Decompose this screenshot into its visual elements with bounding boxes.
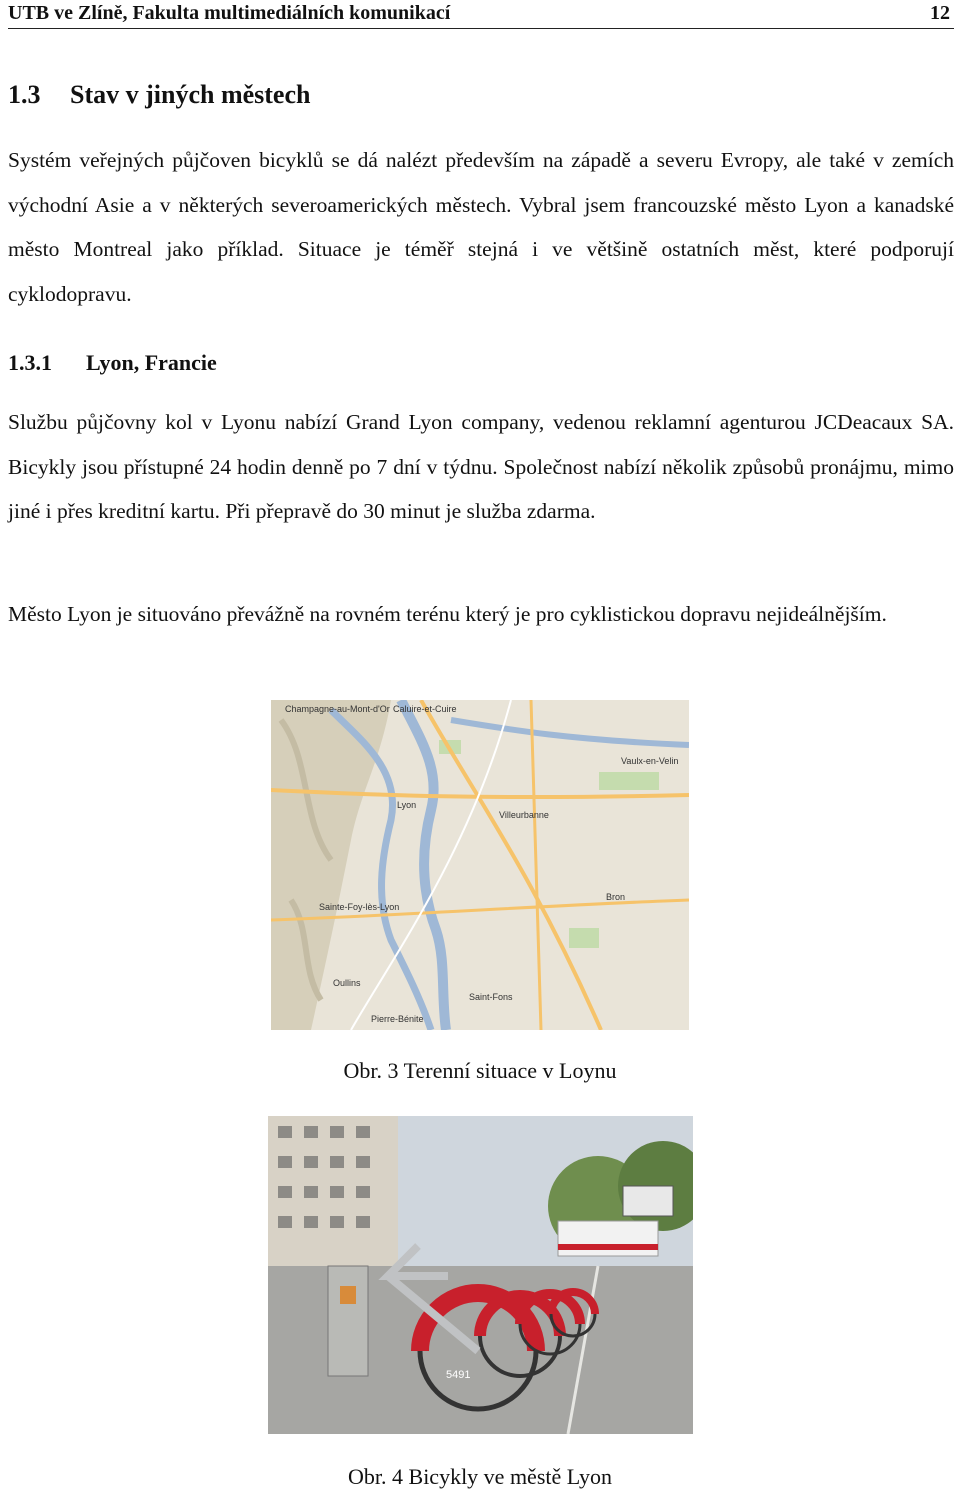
map-label-caluire: Caluire-et-Cuire: [393, 704, 457, 714]
map-label-saint-fons: Saint-Fons: [469, 992, 513, 1002]
map-label-vaulx: Vaulx-en-Velin: [621, 756, 679, 766]
section-number: 1.3: [8, 80, 41, 109]
header-title: UTB ve Zlíně, Fakulta multimediálních komunikací: [8, 2, 451, 24]
map-label-villeurbanne: Villeurbanne: [499, 810, 549, 820]
map-label-pierre-benite: Pierre-Bénite: [371, 1014, 424, 1024]
lyon-map-image: [271, 700, 689, 1030]
map-label-sainte-foy: Sainte-Foy-lès-Lyon: [319, 902, 400, 912]
subsection-heading: [8, 350, 217, 376]
running-header: [8, 0, 954, 29]
map-label-lyon: Lyon: [397, 800, 417, 810]
section-paragraph: Systém veřejných půjčoven bicyklů se dá nalézt především na západě a severu Evropy, ale také v zemích východní Asie a v některých severoamerických městech. Vybral jsem francouzské město Lyon a kanadské město Montreal jako příklad. Situace je téměř stejná i ve většině ostatních měst, které podporují cyklodopravu.: [8, 148, 954, 306]
figure-3-caption: Obr. 3 Terenní situace v Loynu: [343, 1058, 617, 1083]
map-label-bron: Bron: [606, 892, 626, 902]
page-number: 12: [930, 2, 950, 24]
subsection-title: Lyon, Francie: [86, 350, 217, 375]
map-label-oullins: Oullins: [333, 978, 361, 988]
map-label-champagne: Champagne-au-Mont-d'Or: [285, 704, 390, 714]
lyon-bikes-photo-figure: [268, 1116, 693, 1434]
lyon-map-figure: [271, 700, 689, 1030]
subsection-paragraph-1: Službu půjčovny kol v Lyonu nabízí Grand Lyon company, vedenou reklamní agenturou JCDeacaux SA. Bicykly jsou přístupné 24 hodin denně po 7 dní v týdnu. Společnost nabízí několik způsobů pronájmu, mimo jiné i přes kreditní kartu. Při přepravě do 30 minut je služba zdarma.: [8, 410, 954, 523]
subsection-paragraph-2: Město Lyon je situováno převážně na rovném terénu který je pro cyklistickou dopravu nejideálnějším.: [8, 602, 887, 626]
section-heading: [8, 80, 310, 110]
lyon-bikes-photo: [268, 1116, 693, 1434]
bike-number: 5491: [446, 1369, 471, 1381]
subsection-number: 1.3.1: [8, 350, 52, 375]
section-title: Stav v jiných městech: [70, 80, 311, 109]
figure-4-caption: Obr. 4 Bicykly ve městě Lyon: [348, 1464, 612, 1489]
